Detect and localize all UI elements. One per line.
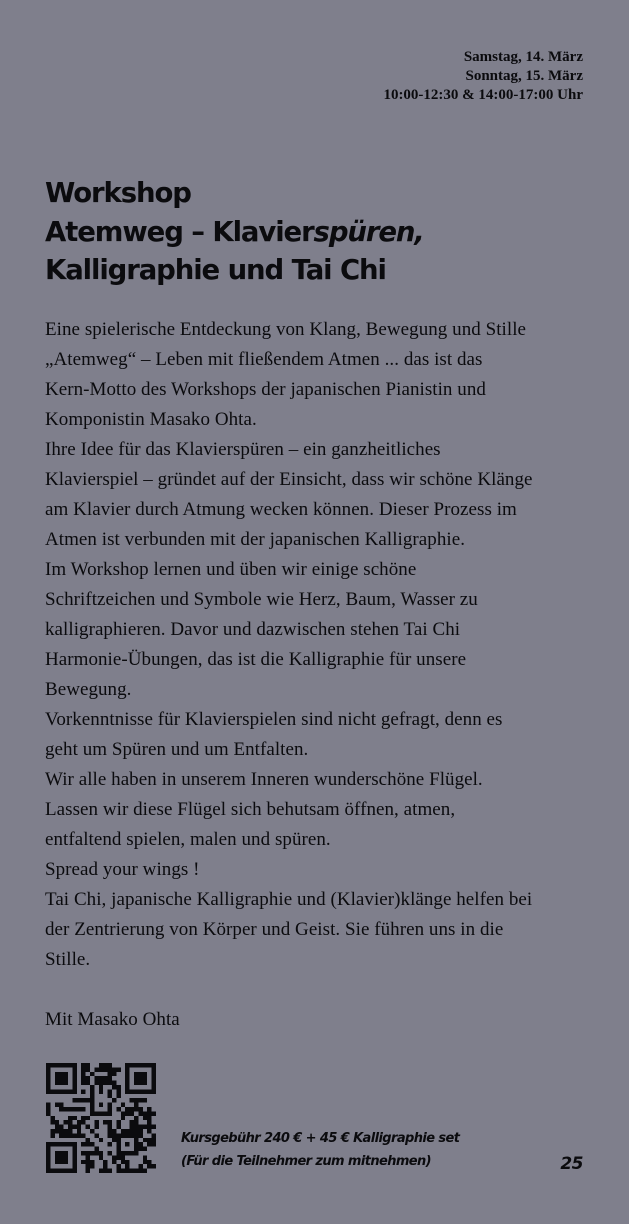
- description-line: Klavierspiel – gründet auf der Einsicht, dass wir schöne Klänge: [45, 469, 533, 490]
- course-fee: Kursgebühr 240 € + 45 € Kalligraphie set: [181, 1131, 460, 1146]
- title-line-2: [45, 213, 605, 252]
- description-line: geht um Spüren und um Entfalten.: [45, 739, 309, 760]
- description-line: Tai Chi, japanische Kalligraphie und (Klavier)klänge helfen bei: [45, 889, 533, 910]
- description-line: am Klavier durch Atmung wecken können. Dieser Prozess im: [45, 499, 517, 520]
- course-fee-block: [181, 1127, 459, 1173]
- paragraph-spacer: [45, 975, 605, 1005]
- description-line: Bewegung.: [45, 679, 132, 700]
- description-line: Kern-Motto des Workshops der japanischen Pianistin und: [45, 379, 486, 400]
- title-line-1: Workshop: [45, 177, 191, 209]
- description-line: „Atemweg“ – Leben mit fließendem Atmen ... das ist das: [45, 349, 483, 370]
- description-line: Atmen ist verbunden mit der japanischen Kalligraphie.: [45, 529, 465, 550]
- title-line-2-italic: spüren,: [313, 215, 424, 248]
- qr-code[interactable]: [46, 1063, 156, 1173]
- description-line: Lassen wir diese Flügel sich behutsam öffnen, atmen,: [45, 799, 456, 820]
- description-line: entfaltend spielen, malen und spüren.: [45, 829, 331, 850]
- title-line-3: Kalligraphie und Tai Chi: [45, 254, 386, 286]
- description-line: Eine spielerische Entdeckung von Klang, Bewegung und Stille: [45, 319, 527, 340]
- title-line-2-regular: Atemweg – Klavier: [45, 215, 314, 248]
- description-line: Ihre Idee für das Klavierspüren – ein ganzheitliches: [45, 439, 441, 460]
- schedule-day-2: Sonntag, 15. März: [465, 68, 583, 84]
- schedule-day-1: Samstag, 14. März: [463, 49, 583, 65]
- description-line: Vorkenntnisse für Klavierspielen sind nicht gefragt, denn es: [45, 709, 503, 730]
- description-line: Komponistin Masako Ohta.: [45, 409, 257, 430]
- schedule-times: 10:00-12:30 & 14:00-17:00 Uhr: [383, 87, 583, 103]
- credit-line: Mit Masako Ohta: [45, 1009, 180, 1030]
- description-line: Schriftzeichen und Symbole wie Herz, Baum, Wasser zu: [45, 589, 478, 610]
- course-fee-note: (Für die Teilnehmer zum mitnehmen): [181, 1154, 432, 1169]
- description-line: kalligraphieren. Davor und dazwischen stehen Tai Chi: [45, 619, 461, 640]
- description-line: der Zentrierung von Körper und Geist. Sie führen uns in die: [45, 919, 504, 940]
- description-line: Im Workshop lernen und üben wir einige schöne: [45, 559, 417, 580]
- description-line: Wir alle haben in unserem Inneren wunderschöne Flügel.: [45, 769, 483, 790]
- description-line: Spread your wings !: [45, 859, 200, 880]
- description-line: Stille.: [45, 949, 91, 970]
- workshop-title: [45, 174, 605, 290]
- page-number: 25: [560, 1154, 583, 1174]
- schedule-block: [383, 48, 583, 105]
- workshop-description: [45, 315, 605, 1035]
- description-line: Harmonie-Übungen, das ist die Kalligraphie für unsere: [45, 649, 467, 670]
